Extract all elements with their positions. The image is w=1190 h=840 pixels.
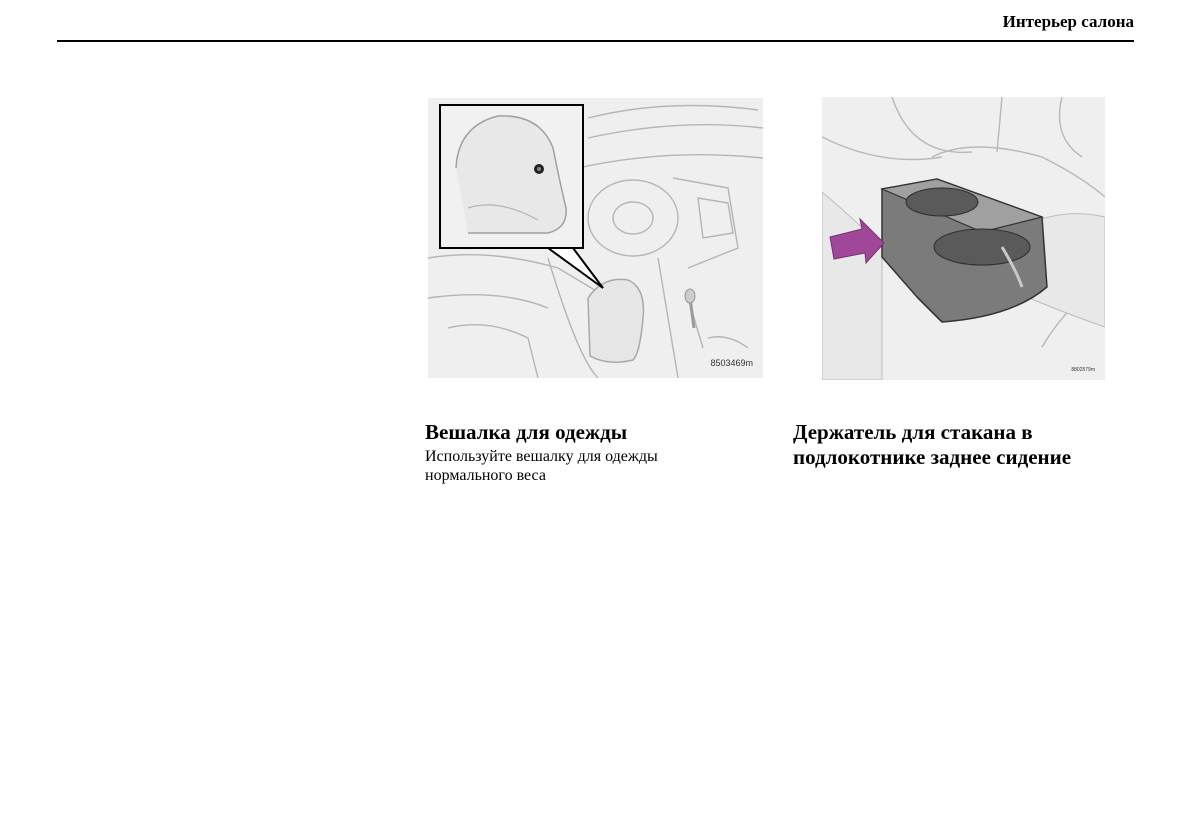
coat-hook-illustration bbox=[428, 98, 763, 378]
figure-code: 8503469m bbox=[710, 358, 753, 368]
coat-hook-text: Используйте вешалку для одежды нормального веса bbox=[425, 448, 658, 484]
header-rule bbox=[57, 40, 1134, 42]
cup-holder-illustration bbox=[822, 97, 1105, 380]
cup-holder-heading: Держатель для стакана в подлокотнике заднее сидение bbox=[793, 420, 1072, 469]
figure-code: 8802579m bbox=[1071, 367, 1095, 373]
header-title: Интерьер салона bbox=[1002, 12, 1134, 31]
coat-hook-heading: Вешалка для одежды bbox=[425, 420, 628, 444]
